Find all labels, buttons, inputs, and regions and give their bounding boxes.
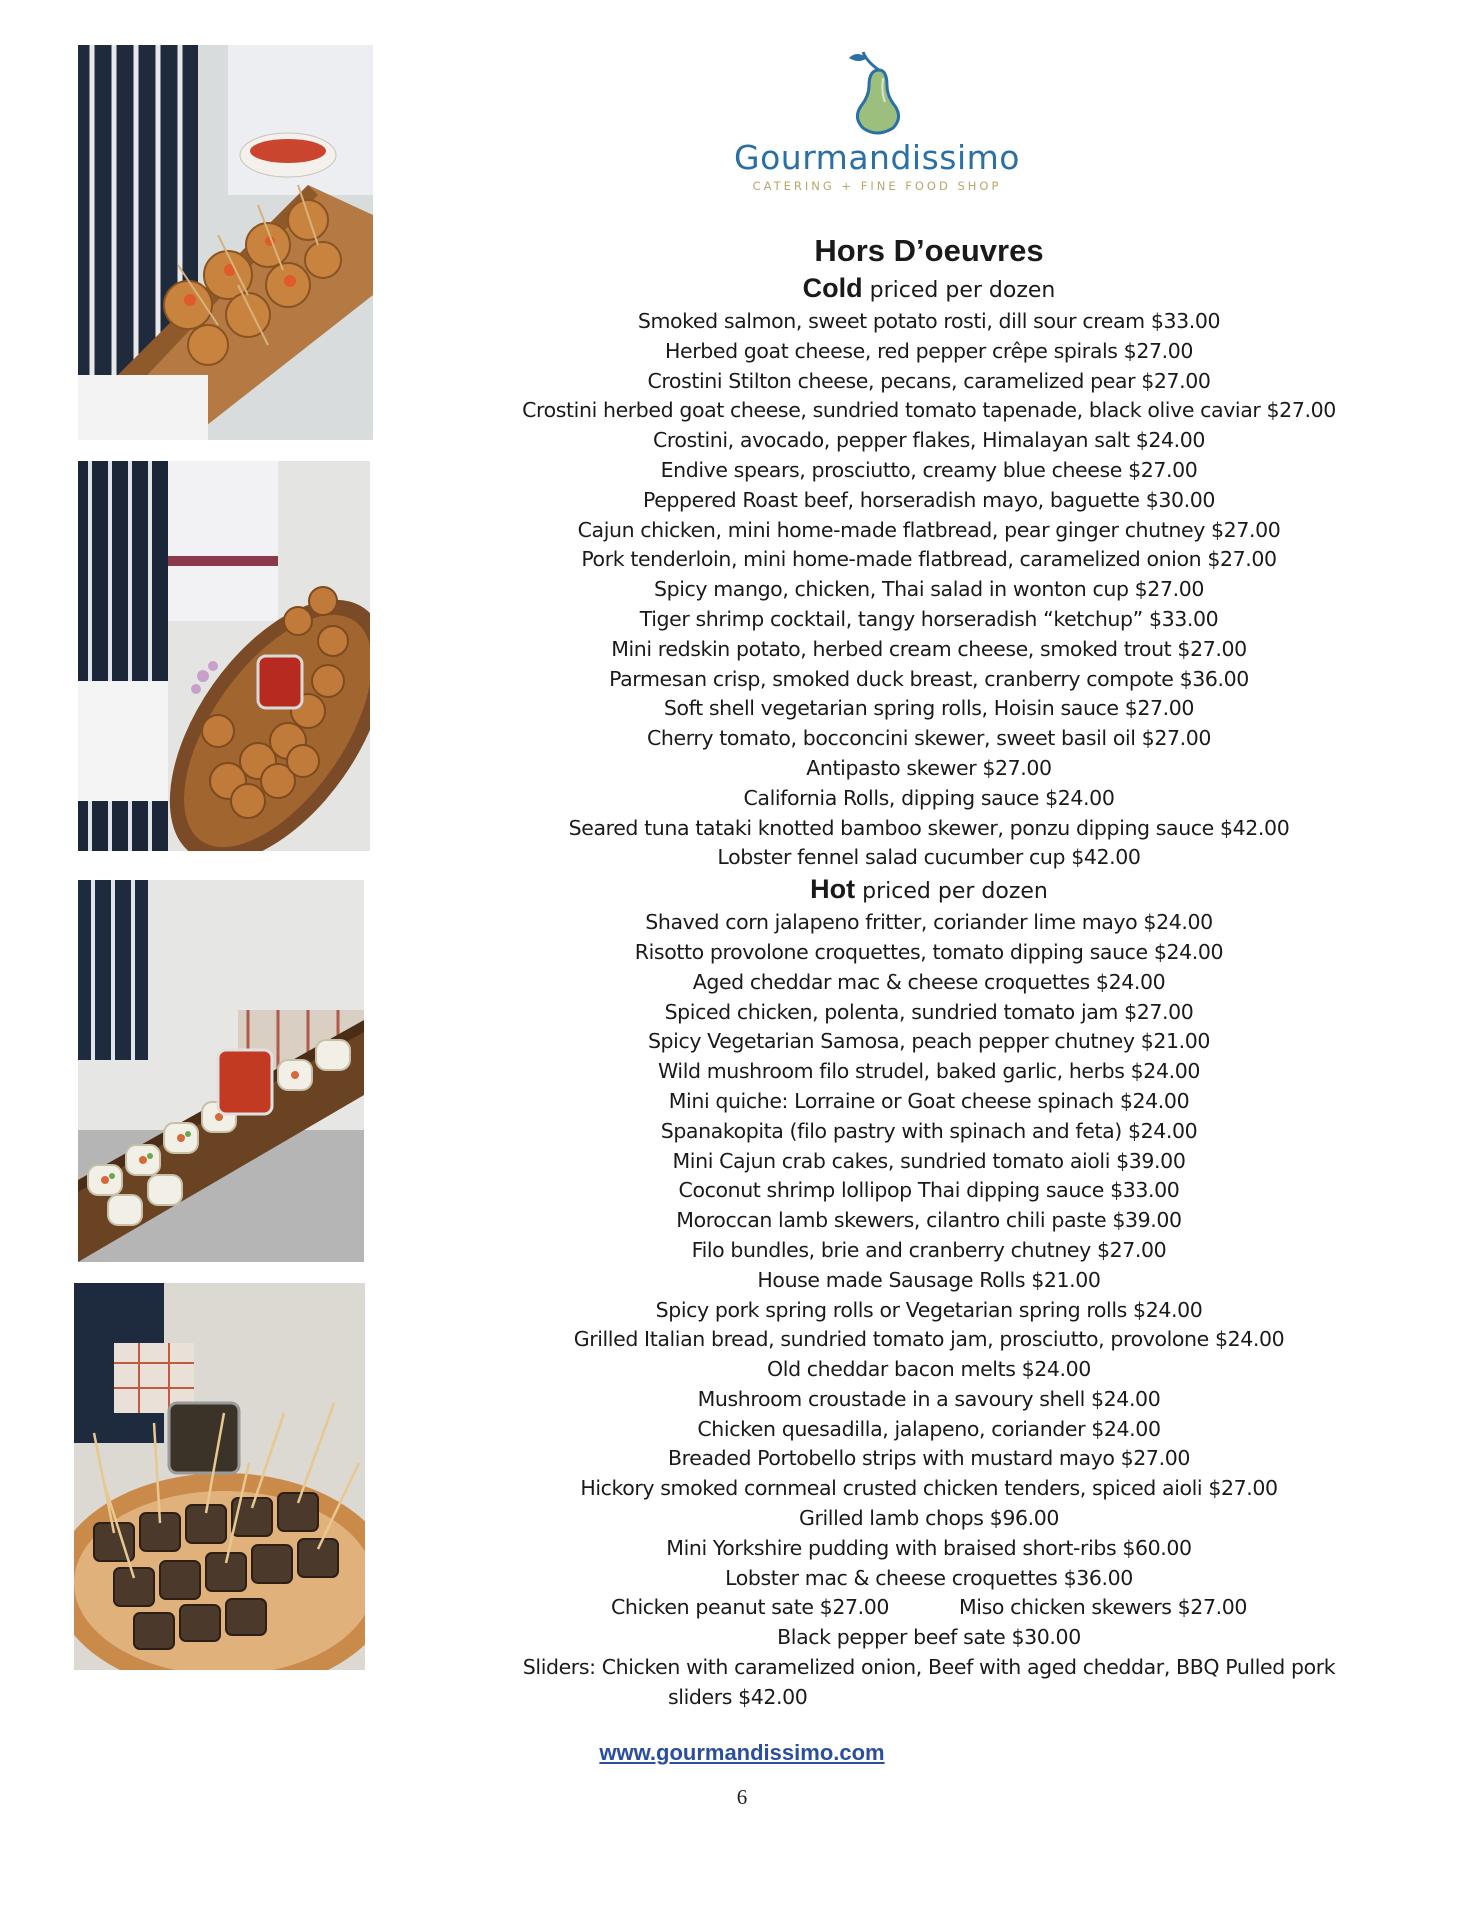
menu-item: California Rolls, dipping sauce $24.00 [743, 785, 1115, 810]
brand-name: Gourmandissimo [734, 138, 1020, 177]
cold-pricing-note: priced per dozen [869, 278, 1056, 303]
cold-heading: Cold [802, 273, 863, 303]
menu-item: Crostini herbed goat cheese, sundried tomato tapenade, black olive caviar $27.00 [522, 398, 1336, 423]
brand-logo [722, 48, 1032, 210]
website-link[interactable]: www.gourmandissimo.com [599, 1740, 885, 1765]
menu-item: Spicy pork spring rolls or Vegetarian spring rolls $24.00 [655, 1297, 1203, 1322]
menu-item-sliders-continued: sliders $42.00 [668, 1684, 808, 1709]
menu-item: Black pepper beef sate $30.00 [777, 1625, 1081, 1650]
hot-heading: Hot [810, 874, 856, 905]
menu-item: Peppered Roast beef, horseradish mayo, baguette $30.00 [642, 487, 1216, 512]
menu-item: Coconut shrimp lollipop Thai dipping sauce $33.00 [678, 1178, 1180, 1203]
menu-item: Crostini Stilton cheese, pecans, caramelized pear $27.00 [647, 368, 1211, 393]
menu-item: Cajun chicken, mini home-made flatbread, pear ginger chutney $27.00 [577, 517, 1281, 542]
menu-item-pair [395, 1593, 1463, 1623]
menu-item: Chicken peanut sate $27.00 [611, 1595, 890, 1620]
photo-crab-bites-board [78, 45, 373, 440]
menu-item: Mini Cajun crab cakes, sundried tomato aioli $39.00 [672, 1148, 1186, 1173]
cold-items-list [395, 307, 1463, 873]
menu-item: Chicken quesadilla, jalapeno, coriander $24.00 [697, 1416, 1161, 1441]
menu-item: Aged cheddar mac & cheese croquettes $24.00 [692, 969, 1166, 994]
menu-item: Grilled Italian bread, sundried tomato jam, prosciutto, provolone $24.00 [573, 1327, 1285, 1352]
menu-item: Soft shell vegetarian spring rolls, Hoisin sauce $27.00 [663, 696, 1195, 721]
menu-item: Cherry tomato, bocconcini skewer, sweet basil oil $27.00 [646, 726, 1212, 751]
menu-item: Breaded Portobello strips with mustard mayo $27.00 [668, 1446, 1190, 1471]
photo-spring-rolls-board [78, 880, 364, 1262]
menu-content [395, 230, 1463, 1713]
cold-section-heading [395, 272, 1463, 307]
menu-item: Endive spears, prosciutto, creamy blue cheese $27.00 [660, 457, 1198, 482]
photo-croquettes-platter [78, 461, 370, 851]
menu-item: Shaved corn jalapeno fritter, coriander lime mayo $24.00 [645, 910, 1213, 935]
menu-item: Risotto provolone croquettes, tomato dipping sauce $24.00 [634, 939, 1224, 964]
menu-item: Spiced chicken, polenta, sundried tomato jam $27.00 [664, 999, 1194, 1024]
menu-item: Mini quiche: Lorraine or Goat cheese spinach $24.00 [668, 1088, 1190, 1113]
menu-item: Spicy Vegetarian Samosa, peach pepper chutney $21.00 [647, 1029, 1211, 1054]
menu-item: Lobster fennel salad cucumber cup $42.00 [717, 845, 1141, 870]
menu-item: Miso chicken skewers $27.00 [959, 1595, 1247, 1620]
hot-pricing-note: priced per dozen [862, 879, 1048, 905]
hot-items-list [395, 908, 1463, 1593]
menu-item: Pork tenderloin, mini home-made flatbread, caramelized onion $27.00 [581, 547, 1277, 572]
page-number: 6 [736, 1785, 748, 1809]
menu-item: Parmesan crisp, smoked duck breast, cranberry compote $36.00 [609, 666, 1249, 691]
pear-icon [837, 48, 917, 136]
menu-item: Tiger shrimp cocktail, tangy horseradish “ketchup” $33.00 [639, 606, 1219, 631]
footer [0, 1740, 1484, 1766]
menu-item: House made Sausage Rolls $21.00 [757, 1267, 1101, 1292]
menu-item: Moroccan lamb skewers, cilantro chili paste $39.00 [676, 1208, 1182, 1233]
menu-item: Spanakopita (filo pastry with spinach and feta) $24.00 [660, 1118, 1198, 1143]
hot-section-heading [395, 873, 1463, 908]
menu-item: Filo bundles, brie and cranberry chutney $27.00 [691, 1237, 1167, 1262]
menu-item: Hickory smoked cornmeal crusted chicken tenders, spiced aioli $27.00 [580, 1476, 1278, 1501]
menu-item: Mini redskin potato, herbed cream cheese, smoked trout $27.00 [611, 636, 1247, 661]
menu-item: Spicy mango, chicken, Thai salad in wonton cup $27.00 [654, 577, 1204, 602]
menu-item: Grilled lamb chops $96.00 [798, 1506, 1060, 1531]
brand-tagline: CATERING + FINE FOOD SHOP [752, 179, 1002, 193]
menu-item: Old cheddar bacon melts $24.00 [767, 1357, 1091, 1382]
menu-item: Seared tuna tataki knotted bamboo skewer, ponzu dipping sauce $42.00 [568, 815, 1290, 840]
photo-beef-skewers-board [74, 1283, 365, 1670]
menu-item: Wild mushroom filo strudel, baked garlic, herbs $24.00 [657, 1059, 1200, 1084]
page-title: Hors D’oeuvres [814, 233, 1044, 268]
menu-item: Mushroom croustade in a savoury shell $24.00 [697, 1386, 1161, 1411]
menu-item: Mini Yorkshire pudding with braised short-ribs $60.00 [666, 1535, 1192, 1560]
menu-item: Smoked salmon, sweet potato rosti, dill sour cream $33.00 [637, 309, 1221, 333]
menu-item: Antipasto skewer $27.00 [806, 755, 1052, 780]
menu-item: Lobster mac & cheese croquettes $36.00 [725, 1565, 1133, 1590]
menu-item: Herbed goat cheese, red pepper crêpe spirals $27.00 [664, 338, 1194, 363]
menu-item: Crostini, avocado, pepper flakes, Himalayan salt $24.00 [652, 428, 1206, 453]
menu-item-sliders: Sliders: Chicken with caramelized onion, Beef with aged cheddar, BBQ Pulled pork [522, 1655, 1336, 1680]
